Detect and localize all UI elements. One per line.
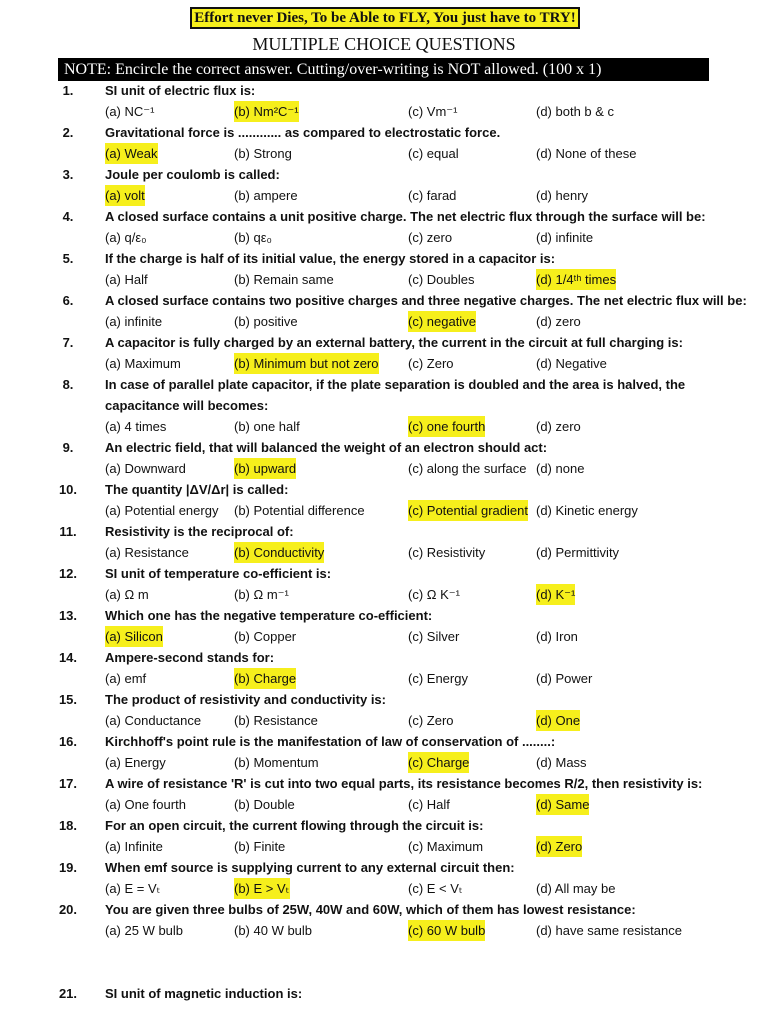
page-title: MULTIPLE CHOICE QUESTIONS bbox=[252, 34, 516, 54]
answer-option[interactable]: (a) One fourth bbox=[105, 797, 186, 812]
question-number: 5. bbox=[62, 251, 74, 266]
answer-option[interactable]: (c) Vm⁻¹ bbox=[408, 104, 458, 119]
answer-option[interactable]: (b) Strong bbox=[234, 146, 292, 161]
answer-option[interactable]: (b) Resistance bbox=[234, 713, 318, 728]
answer-option[interactable]: (a) Infinite bbox=[105, 839, 163, 854]
question-text: Resistivity is the reciprocal of: bbox=[105, 524, 294, 539]
answer-option[interactable]: (c) Resistivity bbox=[408, 545, 486, 560]
answer-option[interactable]: (b) Charge bbox=[234, 668, 296, 689]
answer-option[interactable]: (b) qε₀ bbox=[234, 230, 272, 245]
answer-option[interactable]: (d) have same resistance bbox=[536, 923, 682, 938]
answer-option[interactable]: (c) Energy bbox=[408, 671, 468, 686]
answer-option[interactable]: (a) volt bbox=[105, 185, 145, 206]
question-text: SI unit of magnetic induction is: bbox=[105, 986, 303, 1001]
question-number: 1. bbox=[62, 83, 74, 98]
question-text: For an open circuit, the current flowing through the circuit is: bbox=[105, 818, 484, 833]
answer-option[interactable]: (a) 4 times bbox=[105, 419, 167, 434]
answer-option[interactable]: (d) None of these bbox=[536, 146, 637, 161]
answer-option[interactable]: (a) Weak bbox=[105, 143, 158, 164]
question-text: Which one has the negative temperature co-efficient: bbox=[105, 608, 433, 623]
question-text: SI unit of electric flux is: bbox=[105, 83, 256, 98]
answer-option[interactable]: (c) zero bbox=[408, 230, 453, 245]
answer-option[interactable]: (d) both b & c bbox=[536, 104, 615, 119]
answer-option[interactable]: (c) Zero bbox=[408, 356, 454, 371]
question-number: 9. bbox=[62, 440, 74, 455]
question-text: Gravitational force is ............ as compared to electrostatic force. bbox=[105, 125, 501, 140]
answer-option[interactable]: (d) infinite bbox=[536, 230, 594, 245]
answer-option[interactable]: (a) E = Vₜ bbox=[105, 881, 161, 896]
answer-option[interactable]: (d) zero bbox=[536, 314, 581, 329]
answer-option[interactable]: (c) Half bbox=[408, 797, 450, 812]
answer-option[interactable]: (b) Potential difference bbox=[234, 503, 365, 518]
answer-option[interactable]: (a) Resistance bbox=[105, 545, 189, 560]
question-text: A closed surface contains two positive charges and three negative charges. The net electric flux will be: bbox=[105, 293, 747, 308]
answer-option[interactable]: (b) 40 W bulb bbox=[234, 923, 313, 938]
question-text: You are given three bulbs of 25W, 40W and 60W, which of them has lowest resistance: bbox=[105, 902, 636, 917]
answer-option[interactable]: (c) one fourth bbox=[408, 416, 485, 437]
answer-option[interactable]: (d) Kinetic energy bbox=[536, 503, 638, 518]
question-text: SI unit of temperature co-efficient is: bbox=[105, 566, 332, 581]
answer-option[interactable]: (b) Remain same bbox=[234, 272, 334, 287]
answer-option[interactable]: (d) One bbox=[536, 710, 580, 731]
question-number: 8. bbox=[62, 377, 74, 392]
answer-option[interactable]: (b) ampere bbox=[234, 188, 298, 203]
question-number: 17. bbox=[58, 776, 78, 791]
answer-option[interactable]: (a) Ω m bbox=[105, 587, 149, 602]
answer-option[interactable]: (b) upward bbox=[234, 458, 296, 479]
answer-option[interactable]: (c) Maximum bbox=[408, 839, 484, 854]
question-number: 21. bbox=[58, 986, 78, 1001]
question-number: 19. bbox=[58, 860, 78, 875]
question-number: 11. bbox=[59, 524, 77, 539]
answer-option[interactable]: (c) Zero bbox=[408, 713, 454, 728]
question-text: Ampere-second stands for: bbox=[105, 650, 275, 665]
question-text: Joule per coulomb is called: bbox=[105, 167, 280, 182]
answer-option[interactable]: (b) Double bbox=[234, 797, 295, 812]
answer-option[interactable]: (c) Ω K⁻¹ bbox=[408, 587, 460, 602]
answer-option[interactable]: (b) Momentum bbox=[234, 755, 319, 770]
answer-option[interactable]: (b) Minimum but not zero bbox=[234, 353, 379, 374]
answer-option[interactable]: (d) Negative bbox=[536, 356, 607, 371]
answer-option[interactable]: (c) Doubles bbox=[408, 272, 475, 287]
question-number: 16. bbox=[58, 734, 78, 749]
question-number: 12. bbox=[58, 566, 78, 581]
answer-option[interactable]: (d) Zero bbox=[536, 836, 582, 857]
question-text: The product of resistivity and conductivity is: bbox=[105, 692, 386, 707]
answer-option[interactable]: (b) one half bbox=[234, 419, 300, 434]
answer-option[interactable]: (b) Nm²C⁻¹ bbox=[234, 101, 299, 122]
question-number: 15. bbox=[58, 692, 78, 707]
answer-option[interactable]: (c) equal bbox=[408, 146, 459, 161]
question-number: 3. bbox=[62, 167, 74, 182]
answer-option[interactable]: (b) Ω m⁻¹ bbox=[234, 587, 289, 602]
question-text: When emf source is supplying current to any external circuit then: bbox=[105, 860, 515, 875]
question-text: If the charge is half of its initial value, the energy stored in a capacitor is: bbox=[105, 251, 556, 266]
question-text: An electric field, that will balanced the weight of an electron should act: bbox=[105, 440, 548, 455]
answer-option[interactable]: (d) K⁻¹ bbox=[536, 584, 575, 605]
answer-option[interactable]: (b) Copper bbox=[234, 629, 297, 644]
answer-option[interactable]: (d) Iron bbox=[536, 629, 578, 644]
answer-option[interactable]: (d) Same bbox=[536, 794, 589, 815]
answer-option[interactable]: (c) Silver bbox=[408, 629, 460, 644]
answer-option[interactable]: (a) Maximum bbox=[105, 356, 181, 371]
answer-option[interactable]: (a) Downward bbox=[105, 461, 186, 476]
answer-option[interactable]: (d) Power bbox=[536, 671, 593, 686]
answer-option[interactable]: (b) Conductivity bbox=[234, 542, 324, 563]
question-number: 14. bbox=[58, 650, 78, 665]
answer-option[interactable]: (d) zero bbox=[536, 419, 581, 434]
question-text: In case of parallel plate capacitor, if the plate separation is doubled and the area is halved, the capacitance will becomes: bbox=[105, 377, 686, 413]
answer-option[interactable]: (d) Permittivity bbox=[536, 545, 620, 560]
answer-option[interactable]: (a) Energy bbox=[105, 755, 166, 770]
question-number: 2. bbox=[62, 125, 74, 140]
answer-option[interactable]: (b) E > Vₜ bbox=[234, 878, 290, 899]
answer-option[interactable]: (b) Finite bbox=[234, 839, 286, 854]
answer-option[interactable]: (c) 60 W bulb bbox=[408, 920, 485, 941]
instruction-note: NOTE: Encircle the correct answer. Cutting/over-writing is NOT allowed. (100 x 1) bbox=[58, 58, 709, 81]
question-number: 7. bbox=[62, 335, 74, 350]
answer-option[interactable]: (a) Potential energy bbox=[105, 503, 219, 518]
motivational-banner: Effort never Dies, To be Able to FLY, You just have to TRY! bbox=[190, 7, 580, 29]
question-number: 6. bbox=[62, 293, 74, 308]
question-text: The quantity |ΔV/Δr| is called: bbox=[105, 482, 289, 497]
answer-option[interactable]: (d) none bbox=[536, 461, 585, 476]
answer-option[interactable]: (c) Charge bbox=[408, 752, 469, 773]
answer-option[interactable]: (a) emf bbox=[105, 671, 147, 686]
answer-option[interactable]: (a) 25 W bulb bbox=[105, 923, 184, 938]
question-number: 4. bbox=[62, 209, 74, 224]
answer-option[interactable]: (d) All may be bbox=[536, 881, 616, 896]
question-number: 13. bbox=[58, 608, 78, 623]
answer-option[interactable]: (a) q/ε₀ bbox=[105, 230, 147, 245]
answer-option[interactable]: (b) positive bbox=[234, 314, 298, 329]
answer-option[interactable]: (d) Mass bbox=[536, 755, 587, 770]
question-number: 10. bbox=[58, 482, 78, 497]
answer-option[interactable]: (c) Potential gradient bbox=[408, 500, 528, 521]
question-text: A capacitor is fully charged by an external battery, the current in the circuit at full charging is: bbox=[105, 335, 683, 350]
question-text: Kirchhoff's point rule is the manifestation of law of conservation of ........: bbox=[105, 734, 556, 749]
answer-option[interactable]: (a) Half bbox=[105, 272, 148, 287]
answer-option[interactable]: (c) E < Vₜ bbox=[408, 881, 463, 896]
answer-option[interactable]: (a) NC⁻¹ bbox=[105, 104, 155, 119]
answer-option[interactable]: (a) Silicon bbox=[105, 626, 163, 647]
answer-option[interactable]: (a) Conductance bbox=[105, 713, 202, 728]
question-text: A wire of resistance 'R' is cut into two equal parts, its resistance becomes R/2, then resistivity is: bbox=[105, 776, 703, 791]
question-number: 18. bbox=[58, 818, 78, 833]
question-text: A closed surface contains a unit positive charge. The net electric flux through the surface will be: bbox=[105, 209, 706, 224]
question-number: 20. bbox=[58, 902, 78, 917]
answer-option[interactable]: (d) 1/4ᵗʰ times bbox=[536, 269, 616, 290]
answer-option[interactable]: (d) henry bbox=[536, 188, 589, 203]
answer-option[interactable]: (c) negative bbox=[408, 311, 476, 332]
answer-option[interactable]: (a) infinite bbox=[105, 314, 163, 329]
answer-option[interactable]: (c) farad bbox=[408, 188, 457, 203]
answer-option[interactable]: (c) along the surface bbox=[408, 461, 527, 476]
